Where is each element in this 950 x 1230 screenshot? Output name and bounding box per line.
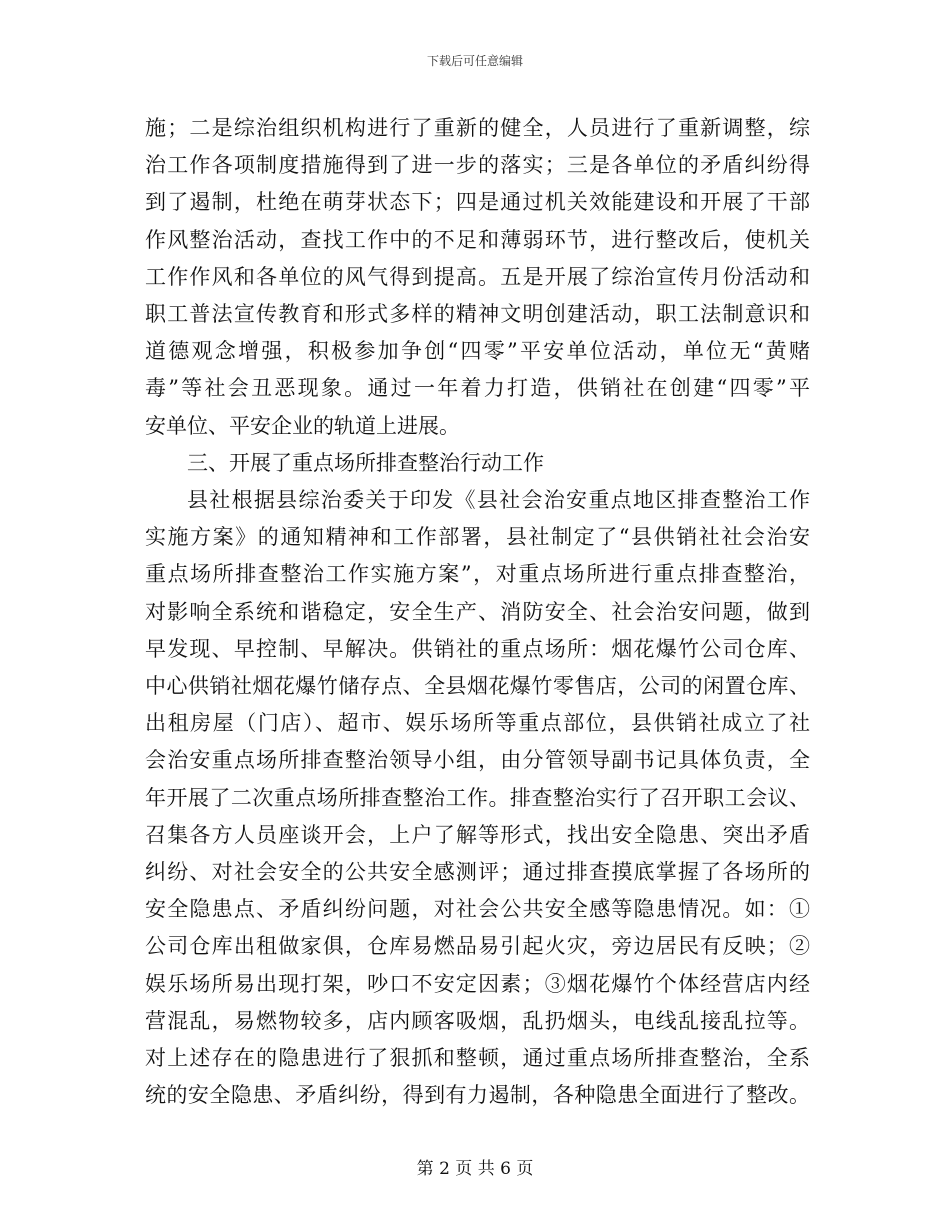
text-line: 实施方案》的通知精神和工作部署，县社制定了“县供销社社会治安 (145, 525, 810, 550)
text-line: 作风整治活动，查找工作中的不足和薄弱环节，进行整改后，使机关 (145, 227, 810, 252)
page-header: 下载后可任意编辑 (426, 54, 523, 68)
text-line: 年开展了二次重点场所排查整治工作。排查整治实行了召开职工会议、 (145, 785, 810, 810)
text-line: 公司仓库出租做家俱，仓库易燃品易引起火灾，旁边居民有反映；② (145, 934, 810, 959)
text-line: 召集各方人员座谈开会，上户了解等形式，找出安全隐患、突出矛盾 (145, 822, 810, 847)
text-line: 工作作风和各单位的风气得到提高。五是开展了综治宣传月份活动和 (145, 264, 810, 289)
paragraph-1 (145, 110, 810, 445)
text-line: 会治安重点场所排查整治领导小组，由分管领导副书记具体负责，全 (145, 748, 810, 773)
text-line: 早发现、早控制、早解决。供销社的重点场所：烟花爆竹公司仓库、 (145, 636, 810, 661)
text-line: 营混乱，易燃物较多，店内顾客吸烟，乱扔烟头，电线乱接乱拉等。 (145, 1008, 810, 1033)
text-line: 治工作各项制度措施得到了进一步的落实；三是各单位的矛盾纠纷得 (145, 153, 810, 178)
page-footer: 第 2 页 共 6 页 (416, 1159, 534, 1179)
text-line: 中心供销社烟花爆竹储存点、全县烟花爆竹零售店，公司的闲置仓库、 (145, 674, 810, 699)
text-line: 纠纷、对社会安全的公共安全感测评；通过排查摸底掌握了各场所的 (145, 860, 810, 885)
text-line: 重点场所排查整治工作实施方案”，对重点场所进行重点排查整治， (145, 562, 810, 587)
text-line: 施；二是综治组织机构进行了重新的健全，人员进行了重新调整，综 (145, 116, 810, 140)
text-line: 出租房屋（门店）、超市、娱乐场所等重点部位，县供销社成立了社 (145, 711, 810, 736)
section-heading: 三、开展了重点场所排查整治行动工作 (187, 450, 544, 475)
text-line: 娱乐场所易出现打架，吵口不安定因素；③烟花爆竹个体经营店内经 (145, 971, 810, 996)
text-line: 职工普法宣传教育和形式多样的精神文明创建活动，职工法制意识和 (145, 302, 810, 327)
text-line: 统的安全隐患、矛盾纠纷，得到有力遏制，各种隐患全面进行了整改。 (145, 1083, 810, 1108)
text-line: 安全隐患点、矛盾纠纷问题，对社会公共安全感等隐患情况。如：① (145, 897, 810, 922)
paragraph-2 (145, 482, 810, 1114)
text-line: 毒”等社会丑恶现象。通过一年着力打造，供销社在创建“四零”平 (145, 376, 810, 401)
text-line: 县社根据县综治委关于印发《县社会治安重点地区排查整治工作 (187, 488, 810, 513)
text-line: 对上述存在的隐患进行了狠抓和整顿，通过重点场所排查整治，全系 (145, 1046, 810, 1071)
document-body (145, 110, 810, 1114)
text-line: 到了遏制，杜绝在萌芽状态下；四是通过机关效能建设和开展了干部 (145, 190, 810, 215)
text-line: 道德观念增强，积极参加争创“四零”平安单位活动，单位无“黄赌 (145, 339, 810, 364)
text-line: 安单位、平安企业的轨道上进展。 (145, 413, 460, 438)
text-line: 对影响全系统和谐稳定，安全生产、消防安全、社会治安问题，做到 (145, 599, 810, 624)
